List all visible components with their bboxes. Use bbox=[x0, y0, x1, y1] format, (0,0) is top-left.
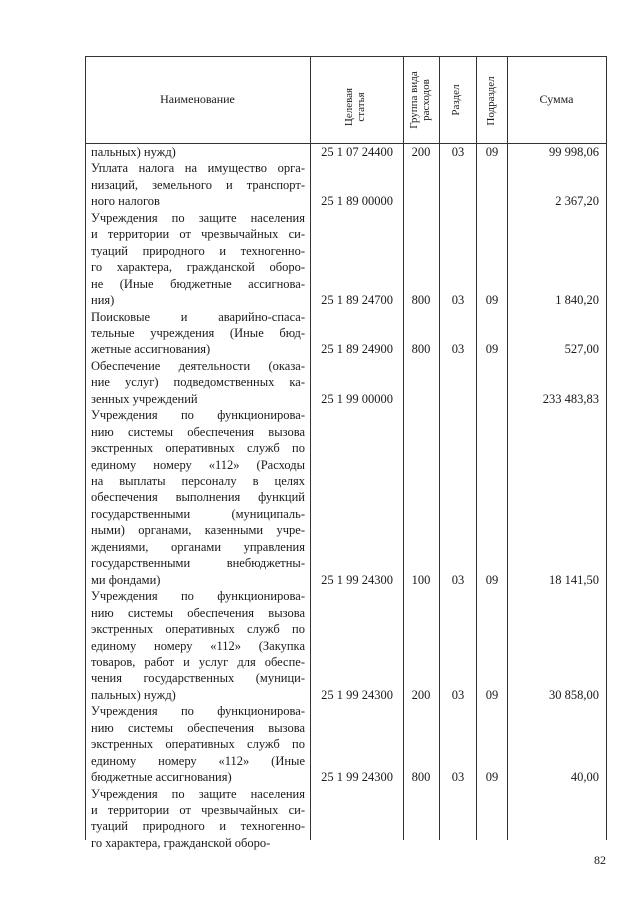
row-name-line: единому номеру «112» (Расходы bbox=[91, 457, 305, 472]
row-section: 03 bbox=[451, 572, 465, 587]
page-number: 82 bbox=[594, 853, 606, 867]
row-name-line: туаций природного и техногенно- bbox=[91, 243, 305, 258]
row-name-line: экстренных оперативных служб по bbox=[91, 622, 305, 637]
header-group-line-1: Группа вида bbox=[408, 71, 420, 129]
row-sum: 99 998,06 bbox=[549, 145, 599, 159]
row-section: 03 bbox=[451, 342, 465, 357]
row-name-line: товаров, работ и услуг для обеспе- bbox=[91, 654, 305, 669]
row-name-line: единому номеру «112» (Иные bbox=[91, 753, 305, 768]
row-name-line: пальных) нужд) bbox=[91, 145, 176, 159]
row-name-line: Уплата налога на имущество орга- bbox=[91, 161, 305, 176]
row-section: 03 bbox=[451, 687, 465, 702]
row-name-line: не (Иные бюджетные ассигнова- bbox=[91, 276, 305, 291]
row-name-line: нию системы обеспечения вызова bbox=[91, 605, 305, 620]
row-name-line: Поисковые и аварийно-спаса- bbox=[91, 309, 305, 324]
row-name-line: Учреждения по функционирова- bbox=[91, 408, 305, 423]
row-name-line: ния) bbox=[91, 293, 115, 308]
header-code-line-2: статья bbox=[355, 92, 367, 122]
row-section: 03 bbox=[451, 293, 465, 308]
row-expense-group: 800 bbox=[411, 342, 431, 357]
col-divider-group bbox=[439, 56, 440, 840]
row-subsection: 09 bbox=[485, 342, 499, 357]
row-name-line: нию системы обеспечения вызова bbox=[91, 424, 305, 439]
row-name-line: ждениями, органами управления bbox=[91, 539, 305, 554]
left-border bbox=[85, 56, 86, 840]
row-name-line: Учреждения по функционирова- bbox=[91, 704, 305, 719]
row-target-code: 25 1 89 24900 bbox=[321, 342, 393, 357]
row-expense-group: 800 bbox=[411, 770, 431, 785]
row-target-code: 25 1 99 00000 bbox=[321, 391, 393, 406]
row-name-line: нию системы обеспечения вызова bbox=[91, 720, 305, 735]
row-section: 03 bbox=[451, 770, 465, 785]
row-sum: 527,00 bbox=[564, 342, 599, 357]
row-name-line: экстренных оперативных служб по bbox=[91, 441, 305, 456]
col-divider-code bbox=[403, 56, 404, 840]
row-name-line: Учреждения по функционирова- bbox=[91, 589, 305, 604]
row-name-line: чения государственных (муници- bbox=[91, 671, 305, 686]
row-sum: 18 141,50 bbox=[549, 572, 599, 587]
row-section: 03 bbox=[451, 145, 465, 159]
right-border bbox=[606, 56, 607, 840]
header-code bbox=[343, 69, 369, 145]
row-expense-group: 100 bbox=[411, 572, 431, 587]
header-code-line-1: Целевая bbox=[343, 87, 355, 127]
row-name-line: государственными внебюджетны- bbox=[91, 556, 305, 571]
row-name-line: низаций, земельного и транспорт- bbox=[91, 177, 305, 192]
row-sum: 1 840,20 bbox=[555, 293, 599, 308]
row-name-line: ного налогов bbox=[91, 194, 160, 209]
row-sum: 233 483,83 bbox=[542, 391, 599, 406]
header-group-line-2: расходов bbox=[420, 79, 432, 121]
row-name-line: Учреждения по защите населения bbox=[91, 786, 305, 801]
row-name-line: тельные учреждения (Иные бюд- bbox=[91, 325, 305, 340]
row-target-code: 25 1 99 24300 bbox=[321, 770, 393, 785]
row-sum: 30 858,00 bbox=[549, 687, 599, 702]
row-name-line: зенных учреждений bbox=[91, 391, 198, 406]
row-target-code: 25 1 89 24700 bbox=[321, 293, 393, 308]
row-name-line: обеспечения выполнения функций bbox=[91, 490, 305, 505]
header-sum: Сумма bbox=[539, 92, 574, 106]
row-name-line: жетные ассигнования) bbox=[91, 342, 211, 357]
row-name-line: туаций природного и техногенно- bbox=[91, 819, 305, 834]
row-name-line: пальных) нужд) bbox=[91, 687, 176, 702]
row-name-line: Учреждения по защите населения bbox=[91, 210, 305, 225]
row-target-code: 25 1 99 24300 bbox=[321, 572, 393, 587]
header-group bbox=[408, 61, 434, 139]
row-target-code: 25 1 99 24300 bbox=[321, 687, 393, 702]
row-subsection: 09 bbox=[485, 770, 499, 785]
row-name-line: го характера, гражданской оборо- bbox=[91, 835, 271, 850]
row-name-line: ными) органами, казенными учре- bbox=[91, 523, 305, 538]
row-expense-group: 800 bbox=[411, 293, 431, 308]
row-name-line: государственными (муниципаль- bbox=[91, 506, 305, 521]
row-sum: 2 367,20 bbox=[555, 194, 599, 209]
row-name-line: и территории от чрезвычайных си- bbox=[91, 803, 305, 817]
row-subsection: 09 bbox=[485, 687, 499, 702]
row-name-line: экстренных оперативных служб по bbox=[91, 737, 305, 752]
row-target-code: 25 1 89 00000 bbox=[321, 194, 393, 209]
col-divider-subsection bbox=[507, 56, 508, 840]
header-section: Раздел bbox=[450, 84, 462, 116]
row-name-line: единому номеру «112» (Закупка bbox=[91, 638, 305, 653]
row-subsection: 09 bbox=[485, 293, 499, 308]
row-sum: 40,00 bbox=[570, 770, 599, 785]
row-name-line: ми фондами) bbox=[91, 572, 161, 587]
row-target-code: 25 1 07 24400 bbox=[321, 145, 393, 159]
row-expense-group: 200 bbox=[411, 145, 431, 159]
col-divider-name bbox=[310, 56, 311, 840]
row-name-line: и территории от чрезвычайных си- bbox=[91, 227, 305, 242]
row-name-line: на выплаты персоналу в целях bbox=[91, 474, 305, 488]
row-expense-group: 200 bbox=[411, 687, 431, 702]
row-name-line: ние услуг) подведомственных ка- bbox=[91, 375, 305, 390]
row-name-line: бюджетные ассигнования) bbox=[91, 770, 232, 785]
row-subsection: 09 bbox=[485, 572, 499, 587]
row-name-line: Обеспечение деятельности (оказа- bbox=[91, 358, 305, 373]
header-name: Наименование bbox=[160, 92, 235, 106]
budget-table bbox=[85, 56, 607, 850]
col-divider-section bbox=[476, 56, 477, 840]
row-name-line: го характера, гражданской оборо- bbox=[91, 260, 305, 275]
header-subsection: Подраздел bbox=[485, 76, 497, 126]
table-top-border bbox=[85, 56, 607, 57]
row-subsection: 09 bbox=[485, 145, 499, 159]
